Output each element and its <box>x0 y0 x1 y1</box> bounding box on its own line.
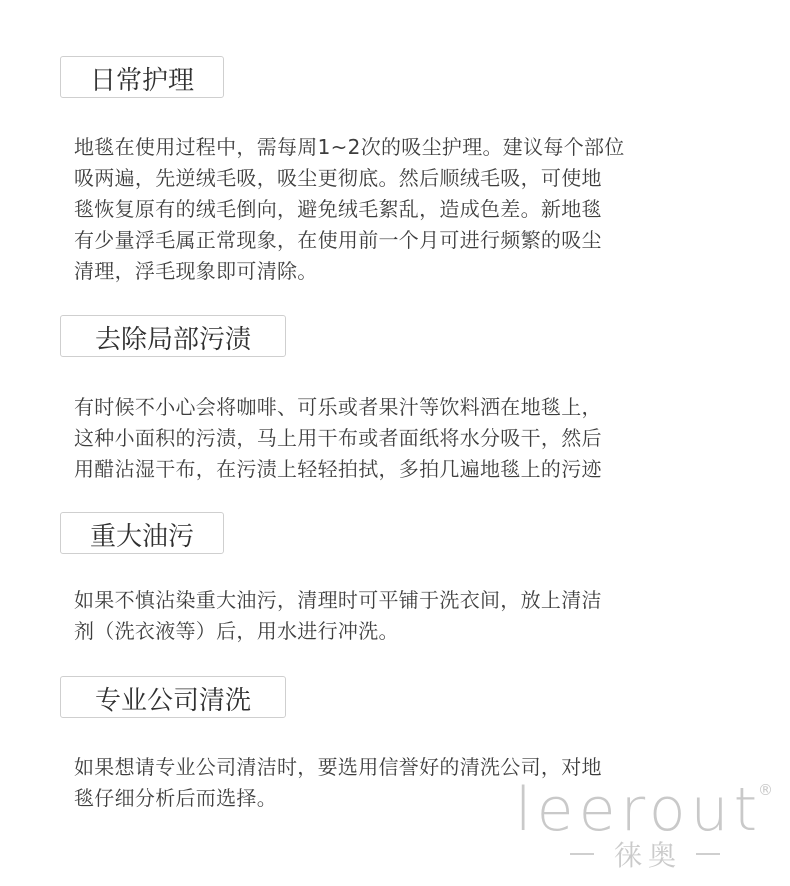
brand-logo <box>515 775 780 878</box>
text-line: 有时候不小心会将咖啡、可乐或者果汁等饮料洒在地毯上， <box>74 395 602 419</box>
text-line: 毯仔细分析后而选择。 <box>74 786 277 810</box>
section-title-daily-care: 日常护理 <box>60 56 224 98</box>
registered-mark: ® <box>758 781 773 799</box>
text-line: 如果想请专业公司清洁时，要选用信誉好的清洗公司，对地 <box>74 755 602 779</box>
text-line: 这种小面积的污渍，马上用干布或者面纸将水分吸干，然后 <box>74 426 602 450</box>
text-line: 吸两遍，先逆绒毛吸，吸尘更彻底。然后顺绒毛吸，可使地 <box>74 166 602 190</box>
section-title-professional-cleaning: 专业公司清洗 <box>60 676 286 718</box>
brand-wordmark: leerout <box>515 775 763 845</box>
text-line: 有少量浮毛属正常现象，在使用前一个月可进行频繁的吸尘 <box>74 228 602 252</box>
text-line: 清理，浮毛现象即可清除。 <box>74 259 318 283</box>
text-line: 毯恢复原有的绒毛倒向，避免绒毛絮乱，造成色差。新地毯 <box>74 197 602 221</box>
text-line: 如果不慎沾染重大油污，清理时可平铺于洗衣间，放上清洁 <box>74 588 602 612</box>
section-title-stain-removal: 去除局部污渍 <box>60 315 286 357</box>
brand-chinese-name-row <box>555 836 735 872</box>
text-line: 用醋沾湿干布，在污渍上轻轻拍拭，多拍几遍地毯上的污迹 <box>74 457 602 481</box>
section-text-stain-removal <box>74 392 734 485</box>
text-line: 地毯在使用过程中，需每周1~2次的吸尘护理。建议每个部位 <box>74 135 625 159</box>
divider-dash <box>696 853 720 855</box>
section-text-heavy-oil <box>74 585 734 647</box>
section-text-daily-care <box>74 132 734 287</box>
section-title-heavy-oil: 重大油污 <box>60 512 224 554</box>
brand-chinese-name: 徕奥 <box>613 839 682 872</box>
text-line: 剂（洗衣液等）后，用水进行冲洗。 <box>74 619 399 643</box>
divider-dash <box>570 853 594 855</box>
